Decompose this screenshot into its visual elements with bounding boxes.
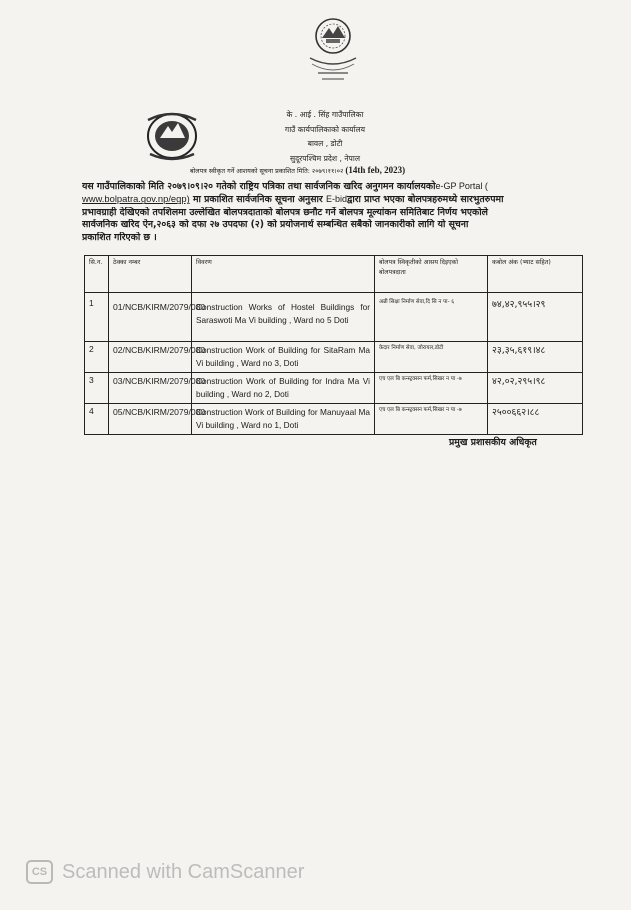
row-bidder: एच एल बि कन्स्ट्रक्सन फर्म,सिखर न पा -७: [375, 373, 488, 404]
municipality-name: के . आई . सिंह गाउँपालिका: [286, 110, 364, 119]
header-contract-no: ठेक्का नम्बर: [109, 256, 192, 293]
row-description: Construction Work of Building for SitaRam Ma Vi building , Ward no 3, Doti: [192, 342, 375, 373]
body-line-3: प्रभावग्राही देखिएको तपशिलमा उल्लेखित बोलपत्रदाताको बोलपत्र छनौट गर्ने बोलपत्र मूल्यांकन समितिबाट निर्णय भएकोले: [82, 206, 488, 218]
notice-date-english: (14th feb, 2023): [345, 165, 406, 175]
row-amount: २५००६६२।८८: [488, 404, 583, 435]
office-name: गाउँ कार्यपालिकाको कार्यालय: [284, 124, 366, 134]
notice-title-text: बोलपत्र स्वीकृत गर्ने आशयको सूचना प्रकाशित मिति: २०७९।११।०२: [190, 167, 344, 175]
table-row: [85, 293, 583, 342]
camscanner-logo-icon: CS: [26, 860, 53, 884]
row-bidder: अन्नी सिक्षा निर्माण सेवा,दि सि न पा- ६: [375, 293, 488, 342]
body-line-2-text-a: मा प्रकाशित सार्वजनिक सूचना अनुसार: [189, 194, 326, 206]
row-bidder: केदार निर्माण सेवा, जोरायल,डोटी: [375, 342, 488, 373]
province-name: सुदूरपश्चिम प्रदेश , नेपाल: [290, 153, 360, 163]
notice-body: [82, 180, 582, 244]
table-row: [85, 373, 583, 404]
row-contract-no: 01/NCB/KIRM/2079/080: [109, 293, 192, 342]
row-description: Construction Work of Building for Manuyaal Ma Vi building , Ward no 1, Doti: [192, 404, 375, 435]
row-serial: 2: [85, 342, 109, 373]
row-serial: 4: [85, 404, 109, 435]
row-serial: 3: [85, 373, 109, 404]
signatory-title: प्रमुख प्रशासकीय अधिकृत: [449, 437, 537, 448]
body-line-1-text: यस गाउँपालिकाको मिति २०७९।०९।२० गतेको राष्ट्रिय पत्रिका तथा सार्वजनिक खरिद अनुगमन कार्यालयको: [82, 181, 436, 192]
row-contract-no: 05/NCB/KIRM/2079/080: [109, 404, 192, 435]
header-amount: कबोल अंक (भ्याट सहित): [488, 256, 583, 293]
body-line-1: [82, 180, 582, 193]
row-amount: ४२,०२,२९५।९८: [488, 373, 583, 404]
row-bidder: एच एल बि कन्स्ट्रक्सन फर्म,सिखर न पा -७: [375, 404, 488, 435]
table-header-row: [85, 256, 583, 293]
header-bidder: बोलपत्र स्विकृतीको आसय दिइएको बोलपत्रदाता: [375, 256, 488, 293]
table-row: [85, 342, 583, 373]
bolpatra-link[interactable]: www.bolpatra.gov.np/egp): [82, 193, 190, 205]
notice-title: [190, 165, 490, 175]
table-row: [85, 404, 583, 435]
ebid-text: E-bid: [325, 194, 347, 205]
government-emblem-icon: [302, 12, 364, 88]
row-serial: 1: [85, 293, 109, 342]
body-line-2: [82, 193, 582, 206]
camscanner-watermark: Scanned with CamScanner: [62, 861, 305, 883]
row-description: Construction Works of Hostel Buildings for Saraswoti Ma Vi building , Ward no 5 Doti: [192, 293, 375, 342]
header-description: विवरण: [192, 256, 375, 293]
row-description: Construction Work of Building for Indra Ma Vi building , Ward no 2, Doti: [192, 373, 375, 404]
bid-table: [84, 255, 583, 435]
row-contract-no: 02/NCB/KIRM/2079/080: [109, 342, 192, 373]
municipality-logo-icon: [140, 108, 204, 162]
body-line-2-text-c: द्वारा प्राप्त भएका बोलपत्रहरुमध्ये सारभुतरुपमा: [346, 194, 504, 206]
header-serial: सि.न.: [85, 256, 109, 293]
office-header: [240, 108, 410, 166]
body-line-5: प्रकाशित गरिएको छ ।: [82, 231, 157, 243]
body-line-4: सार्वजनिक खरिद ऐन,२०६३ को दफा २७ उपदफा (२) को प्रयोजनार्थ सम्बन्धित सबैको जानकारीको लागि यो सूचना: [82, 219, 469, 231]
office-location: बावल , डोटी: [307, 139, 343, 148]
row-amount: ७४,४२,९५५।२९: [488, 293, 583, 342]
egp-portal-text: e-GP Portal (: [435, 181, 488, 191]
row-amount: २३,३५,६१९।४८: [488, 342, 583, 373]
row-contract-no: 03/NCB/KIRM/2079/080: [109, 373, 192, 404]
